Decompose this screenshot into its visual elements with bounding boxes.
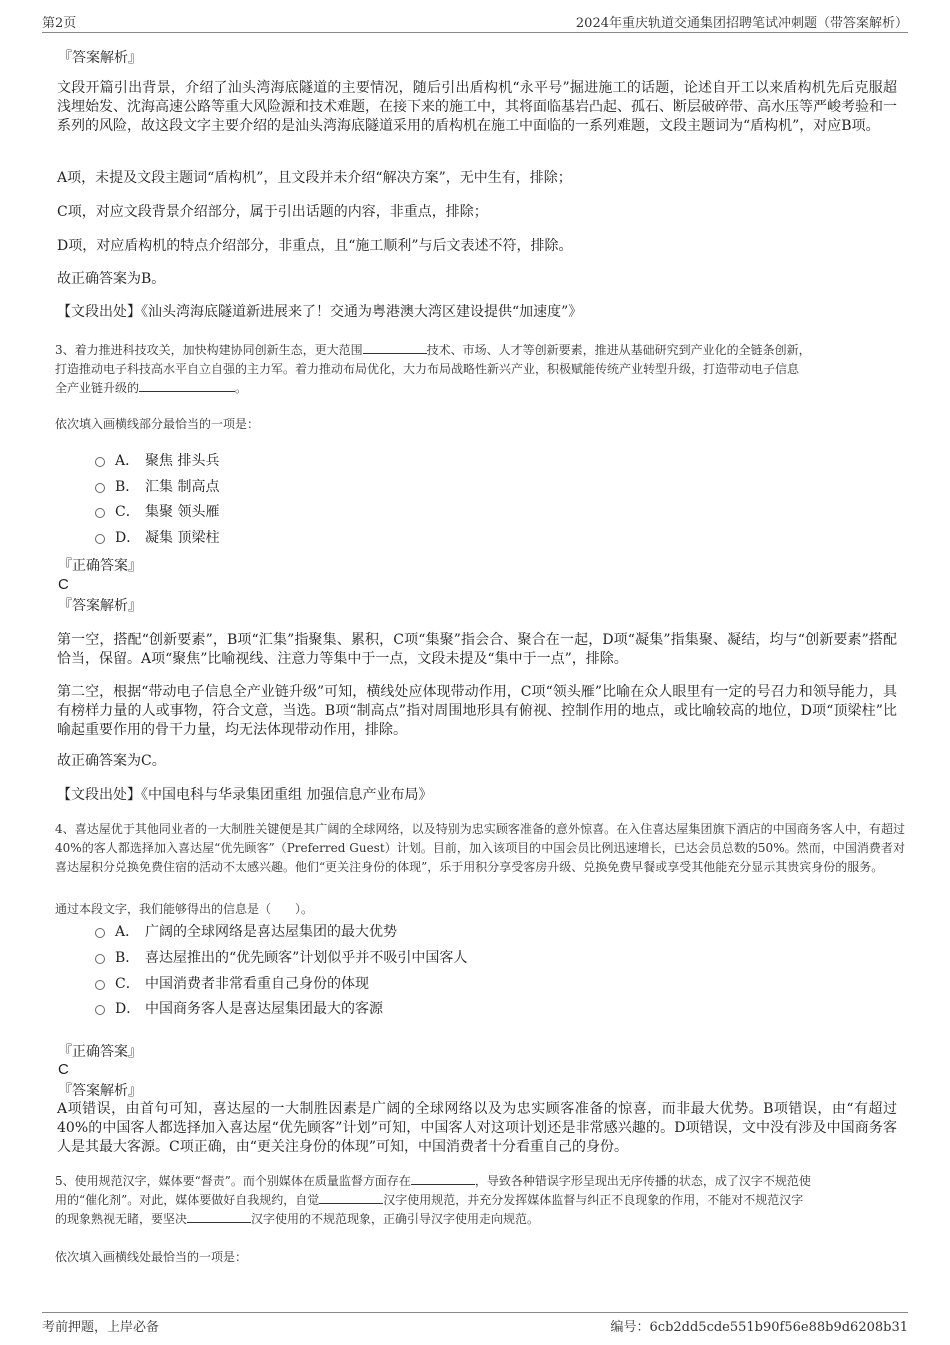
- blank-1: [363, 341, 427, 354]
- radio-icon[interactable]: [95, 483, 105, 493]
- question-5-prompt: 依次填入画横线处最恰当的一项是：: [55, 1250, 248, 1264]
- q5-text-6: 汉字使用的不规范现象，正确引导汉字使用走向规范。: [251, 1212, 540, 1226]
- blank-3: [187, 1210, 251, 1223]
- blank-1: [411, 1172, 475, 1185]
- q3-option-b[interactable]: B． 汇集 制高点: [95, 477, 219, 497]
- q4-analysis: A项错误，由首句可知，喜达屋的一大制胜因素是广阔的全球网络以及为忠实顾客准备的惊喜，而非最大优势。B项错误，由“有超过40%的中国客人都选择加入喜达屋“优先顾客”计划”可知，中国客人对这项计划还是非常感兴趣的。D项错误，文中没有涉及中国商务客人是其最大客源。C项正确，由“更关注身份的体现”可知，中国消费者十分看重自己的身份。: [57, 1101, 897, 1155]
- q3-text-1: 3、着力推进科技攻关，加快构建协同创新生态，更大范围: [55, 343, 363, 357]
- q4-option-a[interactable]: A． 广阔的全球网络是喜达屋集团的最大优势: [95, 922, 397, 942]
- blank-2: [319, 1191, 383, 1204]
- passage-source: 【文段出处】《中国电科与华录集团重组 加强信息产业布局》: [57, 787, 433, 803]
- correct-answer-label: 『正确答案』: [58, 1044, 142, 1060]
- q5-text-3: 用的“催化剂”。对此，媒体要做好自我规约，自觉: [55, 1193, 320, 1207]
- radio-icon[interactable]: [95, 534, 105, 544]
- radio-icon[interactable]: [95, 954, 105, 964]
- analysis-option-d: D项，对应盾构机的特点介绍部分，非重点，且“施工顺利”与后文表述不符，排除。: [57, 238, 573, 254]
- question-3-prompt: 依次填入画横线部分最恰当的一项是：: [55, 417, 260, 431]
- q3-text-5: 。: [235, 381, 248, 395]
- passage-source: 【文段出处】《汕头湾海底隧道新进展来了！交通为粤港澳大湾区建设提供“加速度”》: [57, 304, 583, 320]
- q3-text-2: 技术、市场、人才等创新要素，推进从基础研究到产业化的全链条创新，: [426, 343, 811, 357]
- q5-text-1: 5、使用规范汉字，媒体要“督责”。而个别媒体在质量监督方面存在: [55, 1174, 411, 1188]
- question-3-text: [55, 341, 905, 398]
- q3-analysis-2: 第二空，根据“带动电子信息全产业链升级”可知，横线处应体现带动作用，C项“领头雁”比喻在众人眼里有一定的号召力和领导能力，具有榜样力量的人或事物，符合文意，当选。B项“制高点”指对周围地形具有俯视、控制作用的地点，或比喻较高的地位，D项“顶梁柱”比喻起重要作用的骨干力量，均无法体现带动作用，排除。: [57, 684, 897, 738]
- radio-icon[interactable]: [95, 508, 105, 518]
- q3-analysis-1: 第一空，搭配“创新要素”，B项“汇集”指聚集、累积，C项“集聚”指会合、聚合在一起，D项“凝集”指集聚、凝结，均与“创新要素”搭配恰当，保留。A项“聚焦”比喻视线、注意力等集中于一点，文段未提及“集中于一点”，排除。: [57, 632, 897, 667]
- q3-option-d[interactable]: D． 凝集 顶梁柱: [95, 528, 219, 548]
- answer-conclusion: 故正确答案为B。: [57, 271, 166, 287]
- q3-option-a[interactable]: A． 聚焦 排头兵: [95, 451, 219, 471]
- question-4-text: 4、喜达屋优于其他同业者的一大制胜关键便是其广阔的全球网络，以及特别为忠实顾客准备的意外惊喜。在入住喜达屋集团旗下酒店的中国商务客人中，有超过40%的客人都选择加入喜达屋“优先顾客”（Preferred Guest）计划。目前，加入该项目的中国会员比例迅速增长，已达会员总数的50%。然而，中国消费者对喜达屋积分兑换免费住宿的活动不太感兴趣。他们“更关注身份的体现”，乐于用积分享受客房升级、兑换免费早餐或享受其他能充分显示其贵宾身份的服务。: [55, 822, 905, 874]
- document-code: 编号：6cb2dd5cde551b90f56e88b9d6208b31: [610, 1320, 908, 1335]
- question-5-text: [55, 1172, 905, 1229]
- q5-text-2: ，导致各种错误字形呈现出无序传播的状态，成了汉字不规范使: [474, 1174, 811, 1188]
- q4-option-d[interactable]: D． 中国商务客人是喜达屋集团最大的客源: [95, 999, 383, 1019]
- analysis-option-a: A项，未提及文段主题词“盾构机”，且文段并未介绍“解决方案”，无中生有，排除；: [57, 170, 572, 186]
- question-4-prompt: 通过本段文字，我们能够得出的信息是（ ）。: [55, 902, 314, 916]
- analysis-label: 『答案解析』: [58, 1083, 142, 1099]
- radio-icon[interactable]: [95, 457, 105, 467]
- document-title: 2024年重庆轨道交通集团招聘笔试冲刺题（带答案解析）: [575, 16, 908, 31]
- q3-text-4: 全产业链升级的: [55, 381, 140, 395]
- analysis-paragraph: 文段开篇引出背景，介绍了汕头湾海底隧道的主要情况，随后引出盾构机“永平号”掘进施工的话题，论述自开工以来盾构机先后克服超浅埋始发、沈海高速公路等重大风险源和技术难题，在接下来的施工中，其将面临基岩凸起、孤石、断层破碎带、高水压等严峻考验和一系列的风险，故这段文字主要介绍的是汕头湾海底隧道采用的盾构机在施工中面临的一系列难题，文段主题词为“盾构机”，对应B项。: [57, 80, 897, 134]
- correct-answer: C: [58, 1061, 69, 1078]
- footer-slogan: 考前押题，上岸必备: [42, 1320, 160, 1335]
- page-footer: [42, 1312, 908, 1333]
- q4-option-b[interactable]: B． 喜达屋推出的“优先顾客”计划似乎并不吸引中国客人: [95, 948, 467, 968]
- radio-icon[interactable]: [95, 928, 105, 938]
- blank-2: [139, 379, 235, 392]
- analysis-label: 『答案解析』: [58, 50, 142, 66]
- q5-text-5: 的现象熟视无睹，要坚决: [55, 1212, 188, 1226]
- q3-option-c[interactable]: C． 集聚 领头雁: [95, 502, 219, 522]
- page-number: 第2页: [42, 16, 77, 31]
- answer-conclusion: 故正确答案为C。: [57, 753, 166, 769]
- analysis-label: 『答案解析』: [58, 598, 142, 614]
- q5-text-4: 汉字使用规范，并充分发挥媒体监督与纠正不良现象的作用，不能对不规范汉字: [383, 1193, 804, 1207]
- correct-answer: C: [58, 576, 69, 593]
- radio-icon[interactable]: [95, 980, 105, 990]
- q4-option-c[interactable]: C． 中国消费者非常看重自己身份的体现: [95, 974, 369, 994]
- radio-icon[interactable]: [95, 1005, 105, 1015]
- correct-answer-label: 『正确答案』: [58, 558, 142, 574]
- page-header: [42, 10, 908, 33]
- analysis-option-c: C项，对应文段背景介绍部分，属于引出话题的内容，非重点，排除；: [57, 204, 488, 220]
- q3-text-3: 打造推动电子科技高水平自立自强的主力军。着力推动布局优化，大力布局战略性新兴产业，积极赋能传统产业转型升级，打造带动电子信息: [55, 362, 800, 376]
